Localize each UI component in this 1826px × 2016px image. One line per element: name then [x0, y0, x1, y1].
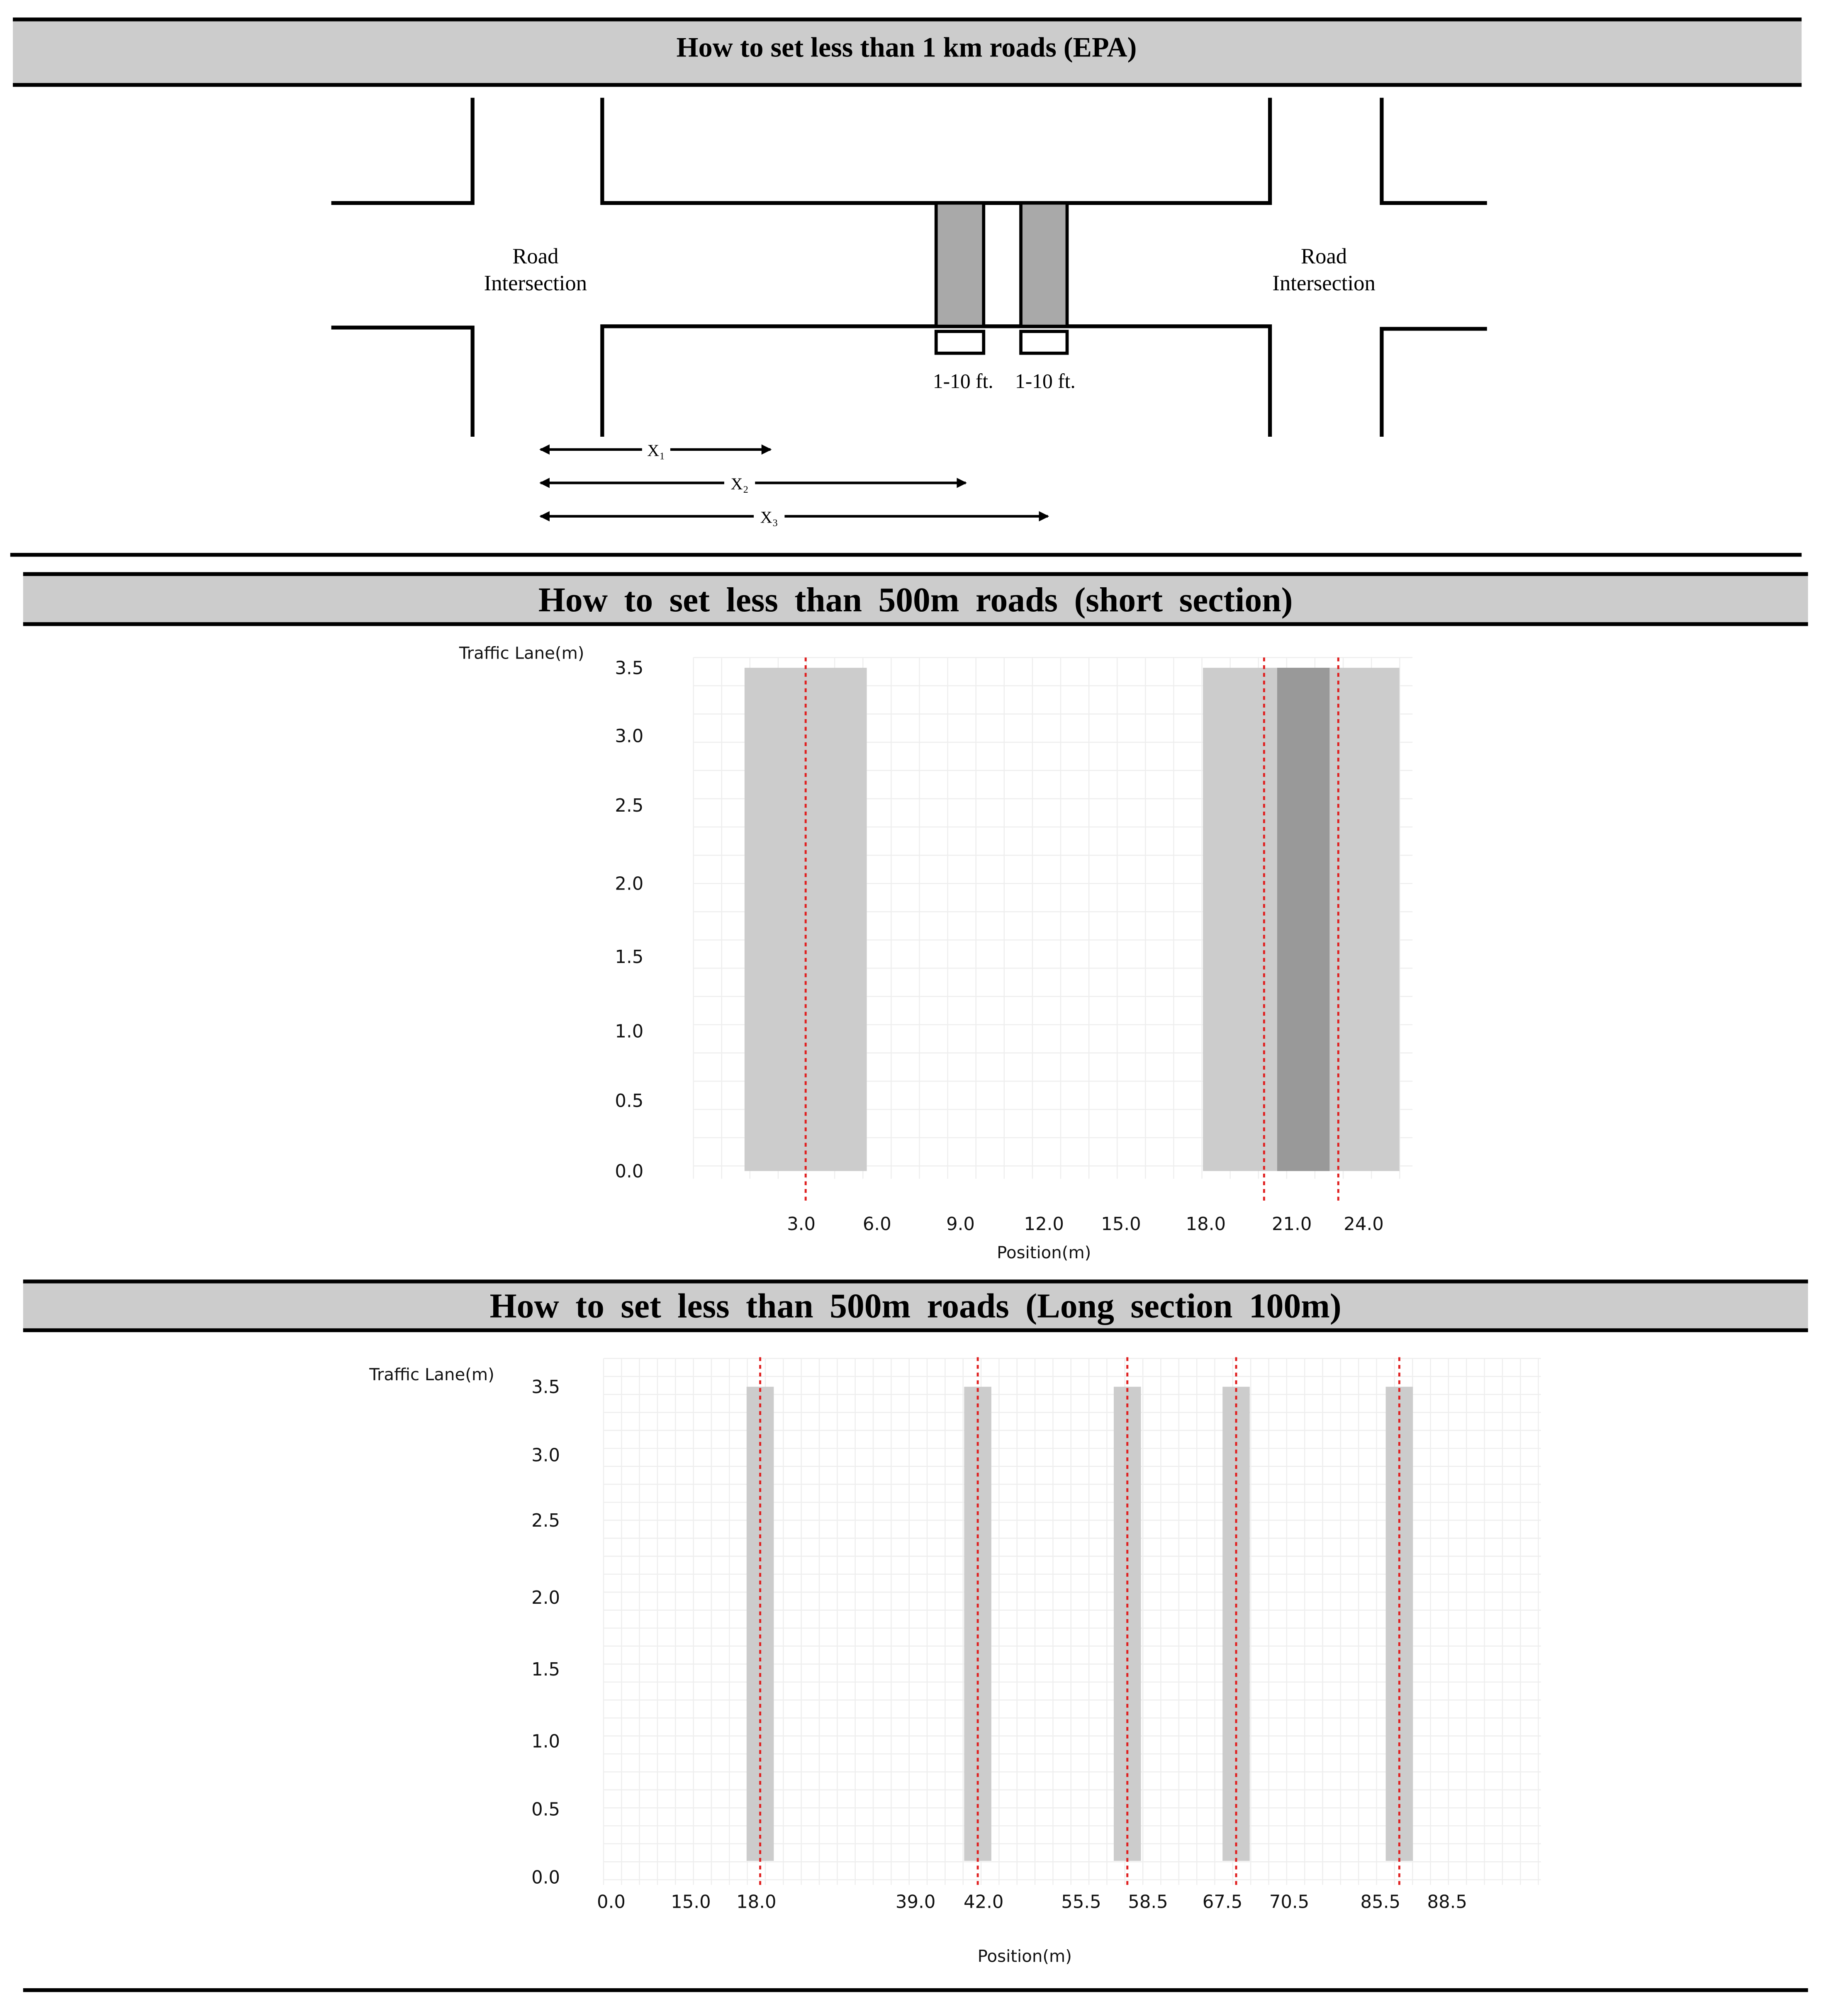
x-tick-label: 88.5	[1427, 1892, 1468, 1913]
y-tick-label: 3.5	[531, 1377, 560, 1398]
x-tick-label: 42.0	[964, 1892, 1004, 1913]
x-tick-label: 9.0	[946, 1214, 975, 1235]
left-intersection-label-line2: Intersection	[484, 271, 587, 296]
y-tick-label: 2.0	[531, 1587, 560, 1608]
y-axis-label: Traffic Lane(m)	[369, 1365, 494, 1385]
x-tick-label: 70.5	[1269, 1892, 1310, 1913]
sampler-lane-1	[936, 203, 984, 326]
distance-label-x3: X₃	[760, 508, 778, 527]
sampler-lane-2	[1021, 203, 1067, 326]
y-tick-label: 2.5	[531, 1510, 560, 1532]
y-tick-label: 3.0	[531, 1445, 560, 1466]
setback-label-1: 1-10 ft.	[932, 370, 993, 393]
y-tick-label: 0.0	[615, 1161, 644, 1182]
y-tick-label: 2.0	[615, 873, 644, 895]
y-tick-label: 1.0	[531, 1731, 560, 1752]
right-intersection-label-line2: Intersection	[1272, 271, 1376, 296]
x-tick-label: 55.5	[1061, 1892, 1101, 1913]
y-tick-label: 1.5	[615, 947, 644, 968]
long-section-chart	[369, 1357, 1541, 1966]
x-tick-label: 3.0	[787, 1214, 816, 1235]
y-tick-label: 3.0	[615, 726, 644, 747]
left-corner-bottom	[331, 328, 473, 437]
panel3-title: How to set less than 500m roads (Long section 100m)	[489, 1287, 1342, 1325]
y-tick-label: 3.5	[615, 658, 644, 679]
x-tick-label: 58.5	[1128, 1892, 1168, 1913]
short-section-chart	[459, 644, 1412, 1262]
panel1-title: How to set less than 1 km roads (EPA)	[676, 31, 1137, 63]
panel-short-section	[23, 574, 1808, 1262]
x-tick-label: 12.0	[1024, 1214, 1064, 1235]
x-tick-label: 6.0	[862, 1214, 891, 1235]
distance-label-x2: X₂	[730, 474, 749, 493]
x-tick-label: 21.0	[1271, 1214, 1312, 1235]
setback-label-2: 1-10 ft.	[1015, 370, 1076, 393]
y-tick-label: 0.5	[615, 1090, 644, 1111]
y-tick-label: 1.0	[615, 1021, 644, 1042]
setback-box-2	[1021, 331, 1067, 353]
left-corner-top	[331, 98, 473, 203]
y-tick-label: 0.0	[531, 1867, 560, 1888]
setback-box-1	[936, 331, 984, 353]
right-intersection-label-line1: Road	[1301, 244, 1347, 269]
x-tick-label: 39.0	[895, 1892, 936, 1913]
panel-long-section	[23, 1282, 1808, 1990]
x-axis-label: Position(m)	[977, 1947, 1072, 1966]
y-tick-label: 0.5	[531, 1799, 560, 1820]
y-tick-label: 2.5	[615, 795, 644, 816]
right-corner-top	[1382, 98, 1487, 203]
distance-label-x1: X₁	[647, 441, 665, 460]
y-axis-label: Traffic Lane(m)	[459, 644, 584, 663]
x-tick-label: 85.5	[1360, 1892, 1401, 1913]
road-top-edge	[602, 98, 1270, 203]
panel-epa	[10, 19, 1802, 555]
x-axis-label: Position(m)	[997, 1243, 1091, 1263]
x-tick-label: 67.5	[1202, 1892, 1243, 1913]
y-tick-label: 1.5	[531, 1659, 560, 1680]
x-tick-label: 18.0	[736, 1892, 777, 1913]
x-tick-label: 15.0	[671, 1892, 711, 1913]
x-tick-label: 15.0	[1101, 1214, 1141, 1235]
x-tick-label: 24.0	[1344, 1214, 1384, 1235]
distance-arrows	[540, 450, 1048, 516]
lane-band-3	[1277, 668, 1329, 1171]
x-tick-label: 0.0	[597, 1892, 626, 1913]
right-corner-bottom	[1382, 329, 1487, 437]
left-intersection-label-line1: Road	[512, 244, 559, 269]
x-tick-label: 18.0	[1186, 1214, 1226, 1235]
panel2-title: How to set less than 500m roads (short section)	[538, 581, 1293, 619]
